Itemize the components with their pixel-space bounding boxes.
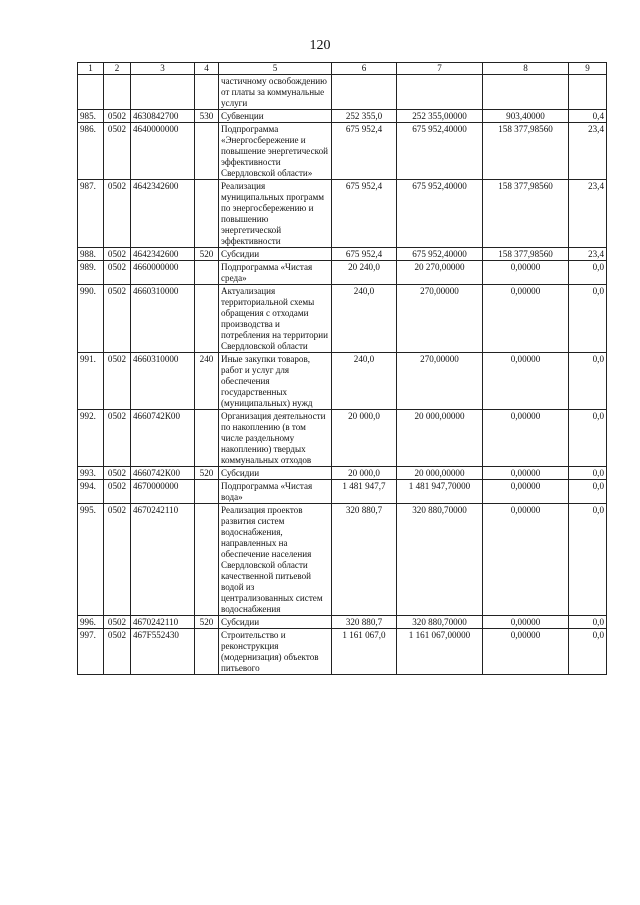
amount-approved-cell: 675 952,4 [332, 180, 397, 248]
section-code-cell: 0502 [104, 180, 131, 248]
section-code-cell: 0502 [104, 504, 131, 616]
section-code-cell: 0502 [104, 248, 131, 261]
expense-type-code-cell [195, 180, 219, 248]
expense-type-code-cell [195, 285, 219, 353]
execution-percent-cell: 0,0 [569, 261, 607, 285]
item-name-cell: Подпрограмма «Чистая вода» [219, 480, 332, 504]
item-name-cell: Подпрограмма «Чистая среда» [219, 261, 332, 285]
table-row [78, 616, 607, 629]
section-code-cell: 0502 [104, 629, 131, 675]
table-row [78, 410, 607, 467]
table-row [78, 248, 607, 261]
amount-executed-cell: 0,00000 [483, 480, 569, 504]
table-row [78, 261, 607, 285]
row-number-cell: 994. [78, 480, 104, 504]
expense-type-code-cell [195, 410, 219, 467]
amount-approved-cell: 320 880,7 [332, 616, 397, 629]
target-article-code-cell: 4660310000 [131, 353, 195, 410]
item-name-cell: Организация деятельности по накоплению (в том числе раздельному накоплению) твердых коммунальных отходов [219, 410, 332, 467]
amount-approved-cell: 20 240,0 [332, 261, 397, 285]
item-name-cell: Реализация проектов развития систем водоснабжения, направленных на обеспечение населения Свердловской области качественной питьевой водой из централизованных систем водоснабжения [219, 504, 332, 616]
execution-percent-cell: 0,0 [569, 629, 607, 675]
amount-planned-cell: 675 952,40000 [397, 248, 483, 261]
page-number: 120 [309, 38, 331, 53]
execution-percent-cell: 0,0 [569, 285, 607, 353]
item-name-cell: Субсидии [219, 248, 332, 261]
amount-approved-cell [332, 75, 397, 110]
row-number-cell: 987. [78, 180, 104, 248]
row-number-cell: 988. [78, 248, 104, 261]
section-code-cell: 0502 [104, 261, 131, 285]
amount-approved-cell: 240,0 [332, 285, 397, 353]
amount-approved-cell: 320 880,7 [332, 504, 397, 616]
expense-type-code-cell: 520 [195, 248, 219, 261]
amount-executed-cell: 0,00000 [483, 504, 569, 616]
execution-percent-cell: 0,0 [569, 467, 607, 480]
amount-executed-cell: 0,00000 [483, 616, 569, 629]
target-article-code-cell: 4670242110 [131, 616, 195, 629]
section-code-cell: 0502 [104, 285, 131, 353]
table-row [78, 629, 607, 675]
amount-planned-cell: 1 481 947,70000 [397, 480, 483, 504]
amount-approved-cell: 1 161 067,0 [332, 629, 397, 675]
amount-approved-cell: 252 355,0 [332, 110, 397, 123]
amount-approved-cell: 20 000,0 [332, 467, 397, 480]
execution-percent-cell: 23,4 [569, 180, 607, 248]
amount-planned-cell [397, 75, 483, 110]
expense-type-code-cell [195, 480, 219, 504]
amount-planned-cell: 270,00000 [397, 353, 483, 410]
execution-percent-cell: 0,4 [569, 110, 607, 123]
amount-planned-cell: 20 000,00000 [397, 467, 483, 480]
section-code-cell: 0502 [104, 467, 131, 480]
table-row [78, 504, 607, 616]
target-article-code-cell: 4660742К00 [131, 410, 195, 467]
row-number-cell: 986. [78, 123, 104, 180]
amount-approved-cell: 240,0 [332, 353, 397, 410]
section-code-cell [104, 75, 131, 110]
target-article-code-cell: 4630842700 [131, 110, 195, 123]
table-row [78, 110, 607, 123]
expense-type-code-cell: 530 [195, 110, 219, 123]
item-name-cell: Субсидии [219, 616, 332, 629]
table-row [78, 75, 607, 110]
execution-percent-cell: 23,4 [569, 248, 607, 261]
column-header: 1 [78, 63, 104, 75]
target-article-code-cell [131, 75, 195, 110]
amount-planned-cell: 675 952,40000 [397, 180, 483, 248]
target-article-code-cell: 4660310000 [131, 285, 195, 353]
target-article-code-cell: 4660000000 [131, 261, 195, 285]
execution-percent-cell: 0,0 [569, 480, 607, 504]
amount-executed-cell: 0,00000 [483, 261, 569, 285]
item-name-cell: частичному освобождению от платы за коммунальные услуги [219, 75, 332, 110]
amount-planned-cell: 20 000,00000 [397, 410, 483, 467]
target-article-code-cell: 4670000000 [131, 480, 195, 504]
amount-approved-cell: 675 952,4 [332, 123, 397, 180]
item-name-cell: Актуализация территориальной схемы обращения с отходами производства и потребления на территории Свердловской области [219, 285, 332, 353]
target-article-code-cell: 4660742К00 [131, 467, 195, 480]
amount-planned-cell: 1 161 067,00000 [397, 629, 483, 675]
item-name-cell: Строительство и реконструкция (модернизация) объектов питьевого [219, 629, 332, 675]
item-name-cell: Иные закупки товаров, работ и услуг для обеспечения государственных (муниципальных) нужд [219, 353, 332, 410]
row-number-cell: 985. [78, 110, 104, 123]
target-article-code-cell: 4642342600 [131, 248, 195, 261]
amount-executed-cell: 0,00000 [483, 353, 569, 410]
section-code-cell: 0502 [104, 616, 131, 629]
amount-executed-cell [483, 75, 569, 110]
row-number-cell: 996. [78, 616, 104, 629]
amount-executed-cell: 0,00000 [483, 285, 569, 353]
item-name-cell: Реализация муниципальных программ по энергосбережению и повышению энергетической эффективности [219, 180, 332, 248]
table-row [78, 480, 607, 504]
row-number-cell: 997. [78, 629, 104, 675]
section-code-cell: 0502 [104, 480, 131, 504]
column-header: 2 [104, 63, 131, 75]
execution-percent-cell: 23,4 [569, 123, 607, 180]
table-row [78, 353, 607, 410]
execution-percent-cell: 0,0 [569, 504, 607, 616]
amount-planned-cell: 320 880,70000 [397, 504, 483, 616]
target-article-code-cell: 4640000000 [131, 123, 195, 180]
amount-approved-cell: 675 952,4 [332, 248, 397, 261]
execution-percent-cell: 0,0 [569, 353, 607, 410]
target-article-code-cell: 4642342600 [131, 180, 195, 248]
amount-planned-cell: 252 355,00000 [397, 110, 483, 123]
execution-percent-cell [569, 75, 607, 110]
expense-type-code-cell: 520 [195, 616, 219, 629]
row-number-cell: 991. [78, 353, 104, 410]
section-code-cell: 0502 [104, 353, 131, 410]
expense-type-code-cell [195, 123, 219, 180]
amount-executed-cell: 0,00000 [483, 467, 569, 480]
row-number-cell: 992. [78, 410, 104, 467]
amount-planned-cell: 270,00000 [397, 285, 483, 353]
expense-type-code-cell: 520 [195, 467, 219, 480]
expense-type-code-cell [195, 504, 219, 616]
row-number-cell [78, 75, 104, 110]
amount-planned-cell: 20 270,00000 [397, 261, 483, 285]
expense-type-code-cell [195, 629, 219, 675]
amount-planned-cell: 675 952,40000 [397, 123, 483, 180]
column-header: 4 [195, 63, 219, 75]
amount-executed-cell: 0,00000 [483, 629, 569, 675]
section-code-cell: 0502 [104, 410, 131, 467]
section-code-cell: 0502 [104, 110, 131, 123]
column-header: 7 [397, 63, 483, 75]
expense-type-code-cell [195, 261, 219, 285]
amount-planned-cell: 320 880,70000 [397, 616, 483, 629]
target-article-code-cell: 4670242110 [131, 504, 195, 616]
item-name-cell: Подпрограмма «Энергосбережение и повышение энергетической эффективности Свердловской области» [219, 123, 332, 180]
expense-type-code-cell [195, 75, 219, 110]
expense-type-code-cell: 240 [195, 353, 219, 410]
amount-executed-cell: 158 377,98560 [483, 123, 569, 180]
table-row [78, 285, 607, 353]
execution-percent-cell: 0,0 [569, 616, 607, 629]
amount-executed-cell: 158 377,98560 [483, 248, 569, 261]
column-header: 3 [131, 63, 195, 75]
amount-executed-cell: 158 377,98560 [483, 180, 569, 248]
column-header: 9 [569, 63, 607, 75]
budget-table [77, 62, 607, 675]
table-row [78, 180, 607, 248]
amount-approved-cell: 1 481 947,7 [332, 480, 397, 504]
row-number-cell: 995. [78, 504, 104, 616]
table-row [78, 123, 607, 180]
row-number-cell: 990. [78, 285, 104, 353]
amount-approved-cell: 20 000,0 [332, 410, 397, 467]
amount-executed-cell: 903,40000 [483, 110, 569, 123]
amount-executed-cell: 0,00000 [483, 410, 569, 467]
item-name-cell: Субвенции [219, 110, 332, 123]
row-number-cell: 989. [78, 261, 104, 285]
row-number-cell: 993. [78, 467, 104, 480]
column-header: 8 [483, 63, 569, 75]
table-row [78, 467, 607, 480]
column-header: 5 [219, 63, 332, 75]
column-header: 6 [332, 63, 397, 75]
target-article-code-cell: 467F552430 [131, 629, 195, 675]
item-name-cell: Субсидии [219, 467, 332, 480]
table-header-row [78, 63, 607, 75]
execution-percent-cell: 0,0 [569, 410, 607, 467]
section-code-cell: 0502 [104, 123, 131, 180]
